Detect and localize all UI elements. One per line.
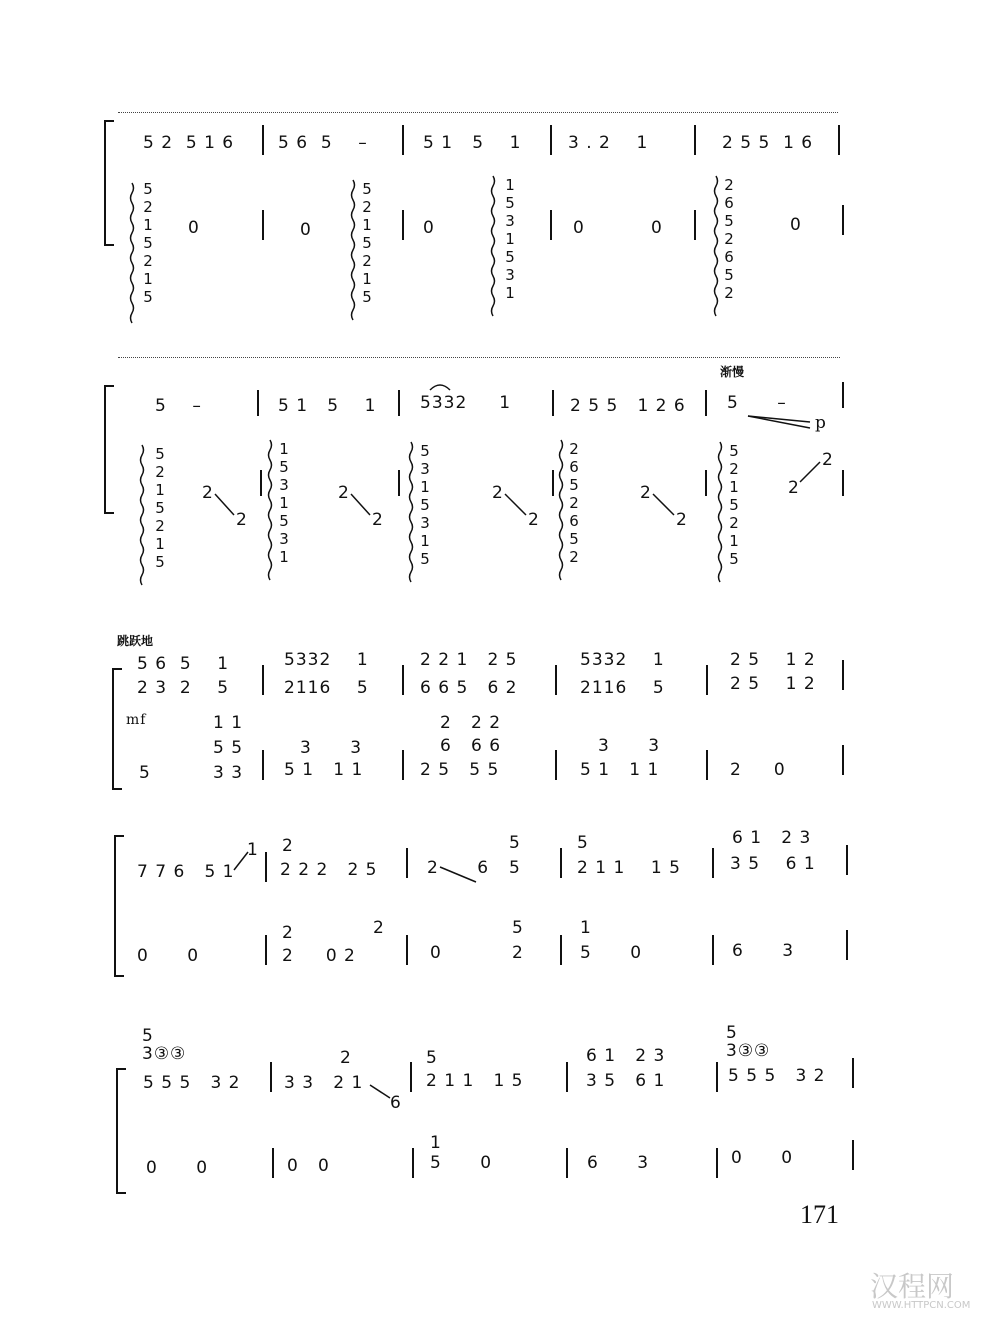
lower-notes: 0 0 [287,1156,330,1176]
slide-note: 2 [788,478,800,498]
measure-13-upper-bottom: 6 6 5 6 2 [420,678,518,698]
lower-bottom-notes: 5 [139,763,151,783]
arpeggio-wavy-line [269,440,272,580]
upper-top-note: 5 [577,833,589,853]
measure-21-upper: 5 5 5 3 2 [143,1073,241,1093]
measure-20-upper: 3 5 6 1 [730,854,816,874]
measure-1-upper: 5 2 5 1 6 [143,133,235,153]
arpeggio-chord: 5 2 1 5 2 1 5 [729,442,739,568]
measure-14-upper-bottom: 2116 5 [580,678,665,698]
measure-18-upper: 5 [509,858,521,878]
lower-mid-notes: 3 3 [300,738,363,758]
measure-5-upper: 2 5 5 1 6 [722,133,814,153]
measure-11-upper-top: 5 6 5 1 [137,654,230,674]
slide-note: 2 [676,510,688,530]
measure-22-upper: 3 3 2 1 [284,1073,364,1093]
watermark-url: WWW.HTTPCN.COM [872,1300,971,1311]
tempo-marking-jianman: 渐慢 [720,365,745,379]
slide-note: 2 [822,450,834,470]
upper-top-note: 6 1 2 3 [586,1046,666,1066]
measure-12-upper-bottom: 2116 5 [284,678,369,698]
arpeggio-wavy-line [492,176,495,316]
lower-top-note: 2 [373,918,385,938]
measure-24-upper: 3 5 6 1 [586,1071,666,1091]
lower-bottom-notes: 3 3 [213,763,244,783]
lower-notes: 0 0 [731,1148,794,1168]
upper-top-note: 6 1 2 3 [732,828,812,848]
measure-23-upper: 2 1 1 1 5 [426,1071,524,1091]
lower-notes: 2 0 2 [282,946,356,966]
rest: 0 [423,218,435,238]
measure-8-upper: 5332 1 [420,393,512,413]
arpeggio-chord: 2 6 5 2 6 5 2 [724,176,734,302]
rest: 0 [573,218,585,238]
lower-mid-notes: 5 5 [213,738,244,758]
arpeggio-chord: 1 5 3 1 5 3 1 [505,176,515,302]
upper-top-note: 5 [426,1048,438,1068]
upper-top-note: 1 [247,840,259,860]
rest: 0 [188,218,200,238]
lower-top-note: 5 [512,918,524,938]
lower-mid-notes: 3 3 [598,736,661,756]
upper-top-note: 5 [142,1026,154,1046]
lower-notes: 5 0 [580,943,643,963]
lower-top-notes: 2 2 2 [440,713,502,733]
measure-4-upper: 3 . 2 1 [568,133,649,153]
lower-notes: 5 0 [430,1153,493,1173]
measure-13-upper-top: 2 2 1 2 5 [420,650,518,670]
measure-18-upper: 2 6 [427,858,490,878]
lower-mid-notes: 6 6 6 [440,736,502,756]
watermark-logo-text: 汉程网 [870,1270,955,1303]
upper-harmonic-notes: 3③③ [142,1044,187,1064]
measure-17-upper: 2 2 2 2 5 [280,860,378,880]
measure-12-upper-top: 5332 1 [284,650,369,670]
arpeggio-wavy-line [560,440,563,580]
arpeggio-wavy-line [131,183,134,323]
lower-top-note: 2 [282,923,294,943]
lower-bottom-notes: 5 1 1 1 [284,760,364,780]
slide-note: 2 [338,483,350,503]
lower-bottom-notes: 2 5 5 5 [420,760,500,780]
upper-top-note: 2 [282,836,294,856]
slide-note: 2 [528,510,540,530]
upper-top-note: 5 [509,833,521,853]
slide-note: 2 [202,483,214,503]
page-number: 171 [800,1200,839,1229]
arpeggio-chord: 5 2 1 5 2 1 5 [143,180,153,306]
arpeggio-wavy-line [352,180,355,320]
slide-note: 2 [640,483,652,503]
upper-top-note: 2 [340,1048,352,1068]
measure-25-upper: 5 5 5 3 2 [728,1066,826,1086]
upper-top-note: 5 [726,1023,738,1043]
arpeggio-chord: 5 2 1 5 2 1 5 [155,445,165,571]
lower-top-note: 1 [430,1133,442,1153]
lower-notes: 6 3 [732,941,795,961]
measure-2-upper: 5 6 5 – [278,133,368,153]
slide-note: 2 [236,510,248,530]
arpeggio-chord: 5 2 1 5 2 1 5 [362,180,372,306]
arpeggio-wavy-line [719,442,722,582]
lower-notes: 6 3 [587,1153,650,1173]
lower-bottom-notes: 5 1 1 1 [580,760,660,780]
arpeggio-wavy-line [141,445,144,585]
lower-top-note: 1 [580,918,592,938]
arpeggio-chord: 2 6 5 2 6 5 2 [569,440,579,566]
rest: 0 [790,215,802,235]
measure-7-upper: 5 1 5 1 [278,396,377,416]
arpeggio-wavy-line [410,442,413,582]
measure-16-upper: 7 7 6 5 1 [137,862,235,882]
measure-10-upper: 5 – [727,393,787,413]
arpeggio-chord: 1 5 3 1 5 3 1 [279,440,289,566]
lower-notes: 0 0 [146,1158,209,1178]
slide-note: 6 [390,1093,402,1113]
lower-notes: 0 [430,943,442,963]
measure-19-upper: 2 1 1 1 5 [577,858,681,878]
dynamic-mf: mf [126,712,147,728]
arpeggio-chord: 5 3 1 5 3 1 5 [420,442,430,568]
lower-bottom-notes: 2 0 [730,760,786,780]
dynamic-p: p [815,413,827,433]
slide-note: 2 [492,483,504,503]
lower-notes: 2 [512,943,524,963]
measure-6-upper: 5 – [155,396,202,416]
slide-note: 2 [372,510,384,530]
measure-11-upper-bottom: 2 3 2 5 [137,678,230,698]
rest: 0 [300,220,312,240]
measure-15-upper-bottom: 2 5 1 2 [730,674,816,694]
measure-15-upper-top: 2 5 1 2 [730,650,816,670]
lower-notes: 0 0 [137,946,200,966]
rest: 0 [651,218,663,238]
measure-9-upper: 2 5 5 1 2 6 [570,396,686,416]
measure-3-upper: 5 1 5 1 [423,133,522,153]
expression-marking-tiaoyuedi: 跳跃地 [117,634,154,648]
measure-14-upper-top: 5332 1 [580,650,665,670]
lower-top-notes: 1 1 [213,713,244,733]
upper-harmonic-notes: 3③③ [726,1041,771,1061]
arpeggio-wavy-line [715,176,718,316]
